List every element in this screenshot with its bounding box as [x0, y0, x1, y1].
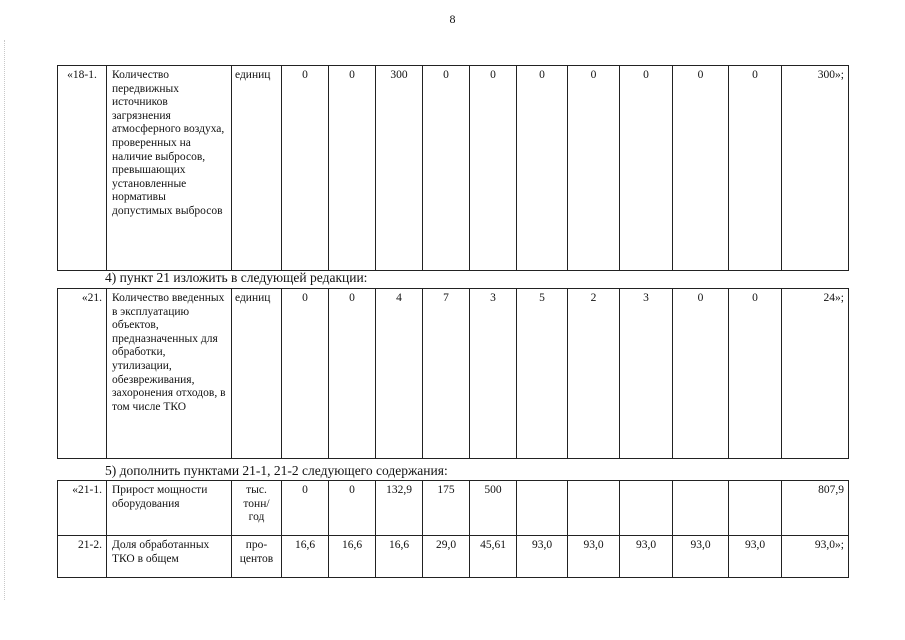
- value-cell: 0: [517, 66, 568, 271]
- unit-cell: тыс. тонн/ год: [232, 481, 282, 536]
- total-cell: 807,9: [782, 481, 849, 536]
- value-cell: 0: [673, 66, 729, 271]
- value-cell: 29,0: [423, 536, 470, 578]
- value-cell: [517, 481, 568, 536]
- value-cell: [729, 481, 782, 536]
- table-items-21-1-21-2: [57, 480, 849, 578]
- value-cell: 0: [673, 289, 729, 459]
- value-cell: 16,6: [282, 536, 329, 578]
- value-cell: 0: [282, 481, 329, 536]
- row-number: «18-1.: [58, 66, 107, 271]
- value-cell: 0: [729, 66, 782, 271]
- unit-cell: единиц: [232, 66, 282, 271]
- value-cell: [673, 481, 729, 536]
- table-item-21: [57, 288, 849, 459]
- value-cell: 93,0: [729, 536, 782, 578]
- indicator-name: Прирост мощности оборудования: [107, 481, 232, 536]
- value-cell: 0: [329, 289, 376, 459]
- value-cell: 0: [282, 66, 329, 271]
- value-cell: 0: [329, 66, 376, 271]
- value-cell: 0: [620, 66, 673, 271]
- value-cell: 0: [729, 289, 782, 459]
- value-cell: 3: [620, 289, 673, 459]
- row-number: «21.: [58, 289, 107, 459]
- value-cell: 300: [376, 66, 423, 271]
- value-cell: 0: [282, 289, 329, 459]
- unit-cell: про- центов: [232, 536, 282, 578]
- total-cell: 93,0»;: [782, 536, 849, 578]
- value-cell: 0: [423, 66, 470, 271]
- value-cell: 45,61: [470, 536, 517, 578]
- value-cell: [568, 481, 620, 536]
- value-cell: 16,6: [329, 536, 376, 578]
- value-cell: 0: [470, 66, 517, 271]
- unit-cell: единиц: [232, 289, 282, 459]
- binding-margin-line: [4, 40, 6, 600]
- value-cell: 7: [423, 289, 470, 459]
- value-cell: 132,9: [376, 481, 423, 536]
- total-cell: 300»;: [782, 66, 849, 271]
- value-cell: 0: [568, 66, 620, 271]
- table-row: [58, 289, 849, 459]
- value-cell: 93,0: [620, 536, 673, 578]
- row-number: 21-2.: [58, 536, 107, 578]
- value-cell: [620, 481, 673, 536]
- page-number: 8: [449, 12, 456, 26]
- total-cell: 24»;: [782, 289, 849, 459]
- instruction-items-21-1-21-2: 5) дополнить пунктами 21-1, 21-2 следующего содержания:: [105, 463, 448, 478]
- value-cell: 93,0: [568, 536, 620, 578]
- table-row: [58, 481, 849, 536]
- table-row: [58, 66, 849, 271]
- value-cell: 93,0: [517, 536, 568, 578]
- value-cell: 0: [329, 481, 376, 536]
- table-item-18-1: [57, 65, 849, 271]
- table-row: [58, 536, 849, 578]
- value-cell: 93,0: [673, 536, 729, 578]
- row-number: «21-1.: [58, 481, 107, 536]
- indicator-name: Количество передвижных источников загрязнения атмосферного воздуха, проверенных на наличие выбросов, превышающих установленные нормативы допустимых выбросов: [107, 66, 232, 271]
- indicator-name: Доля обработанных ТКО в общем: [107, 536, 232, 578]
- value-cell: 16,6: [376, 536, 423, 578]
- value-cell: 2: [568, 289, 620, 459]
- value-cell: 5: [517, 289, 568, 459]
- value-cell: 3: [470, 289, 517, 459]
- value-cell: 500: [470, 481, 517, 536]
- value-cell: 175: [423, 481, 470, 536]
- instruction-item-21: 4) пункт 21 изложить в следующей редакции:: [105, 270, 368, 285]
- value-cell: 4: [376, 289, 423, 459]
- indicator-name: Количество введенных в эксплуатацию объектов, предназначенных для обработки, утилизации, обезвреживания, захоронения отходов, в том числе ТКО: [107, 289, 232, 459]
